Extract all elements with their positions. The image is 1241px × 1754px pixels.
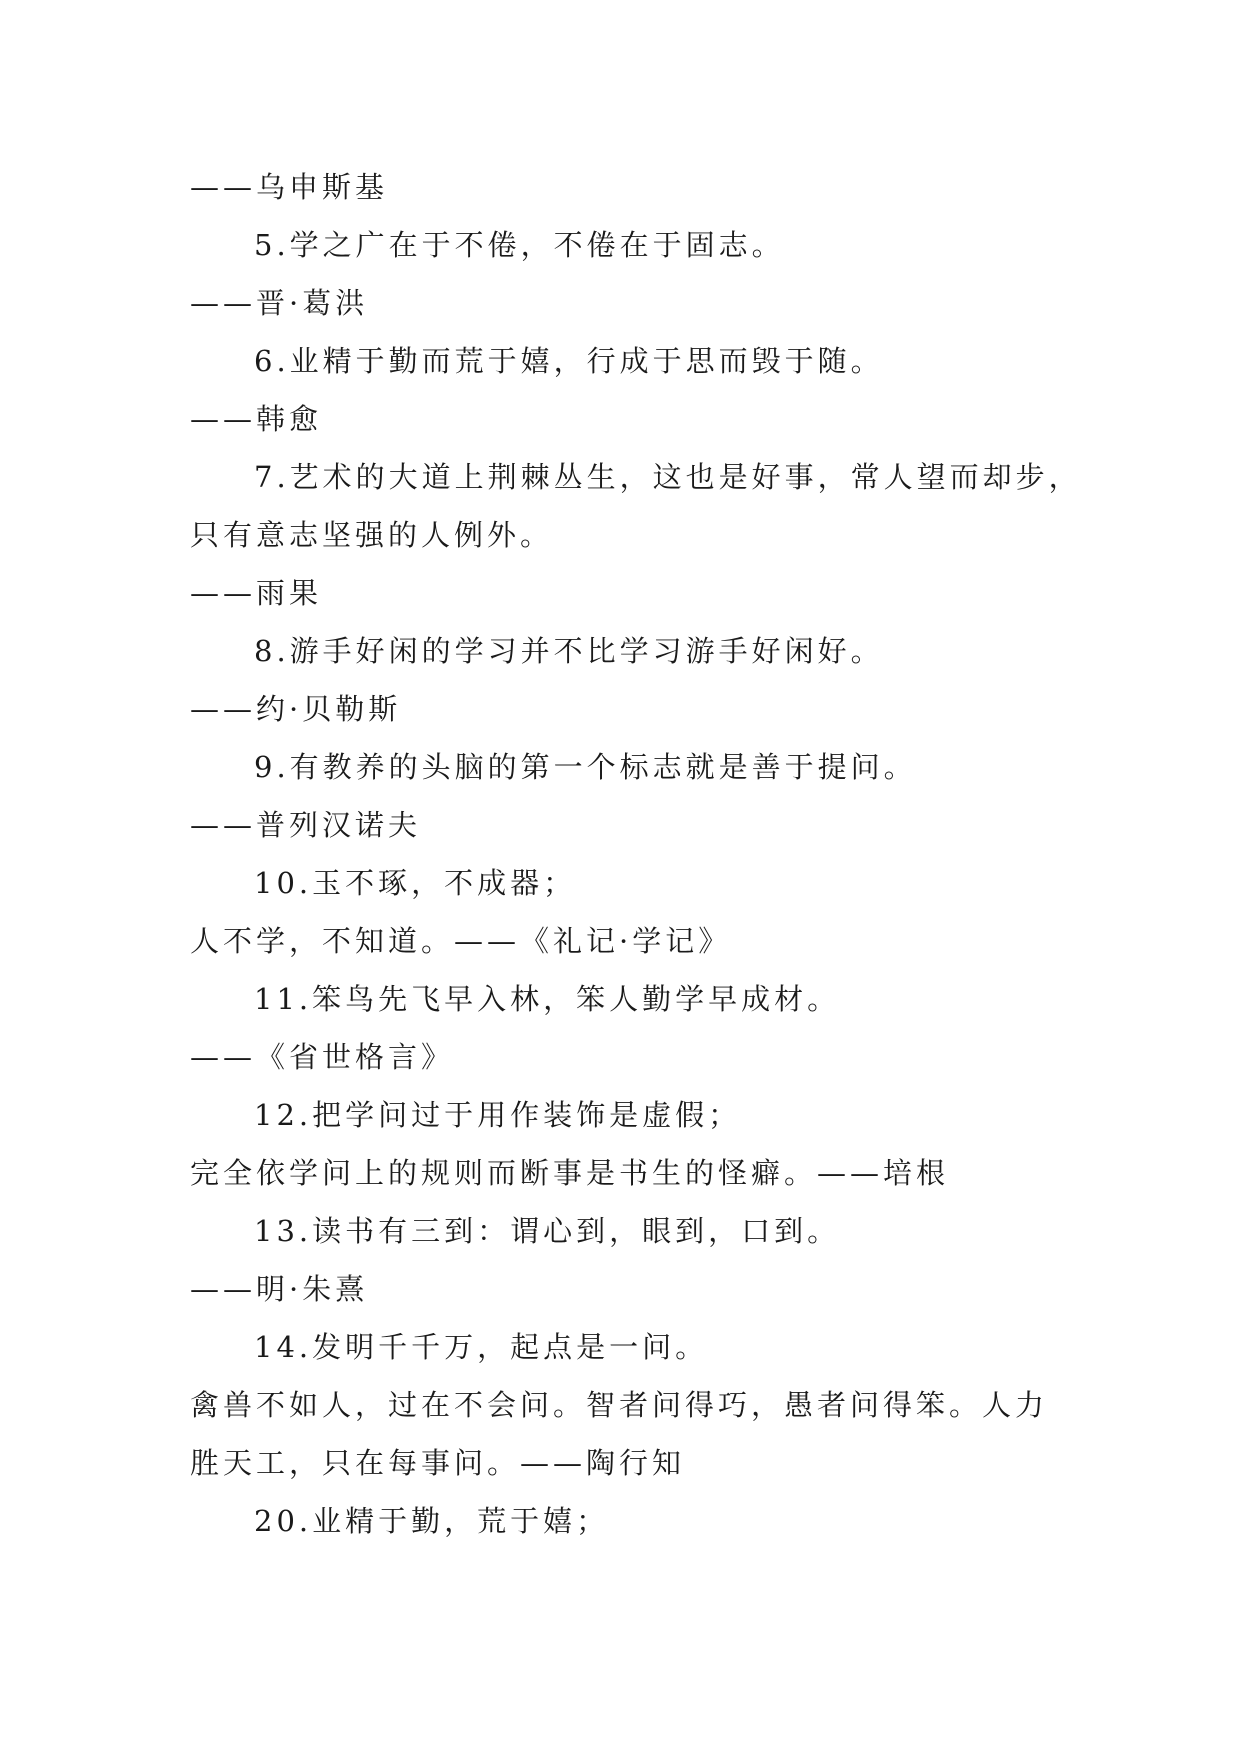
quote-continuation-line: 禽兽不如人，过在不会问。智者问得巧，愚者问得笨。人力	[190, 1388, 1049, 1422]
quote-line: 9.有教养的头脑的第一个标志就是善于提问。	[254, 750, 917, 784]
text-line: ——乌申斯基	[190, 170, 389, 204]
quote-continuation-line: 人不学，不知道。——《礼记·学记》	[190, 924, 732, 958]
attribution-line: ——明·朱熹	[190, 1272, 369, 1306]
quote-line: 12.把学问过于用作装饰是虚假；	[254, 1098, 742, 1132]
attribution-line: ——韩愈	[190, 402, 323, 436]
attribution-line: ——约·贝勒斯	[190, 692, 402, 726]
quote-line: 20.业精于勤，荒于嬉；	[254, 1504, 610, 1538]
attribution-line: ——雨果	[190, 576, 323, 610]
quote-continuation-line: 胜天工，只在每事问。——陶行知	[190, 1446, 686, 1480]
quote-line: 5.学之广在于不倦，不倦在于固志。	[254, 228, 785, 262]
quote-continuation-line: 完全依学问上的规则而断事是书生的怪癖。——培根	[190, 1156, 950, 1190]
quote-continuation-line: 只有意志坚强的人例外。	[190, 518, 554, 552]
quote-line: 10.玉不琢，不成器；	[254, 866, 577, 900]
document-body	[190, 158, 1082, 1550]
attribution-line: ——晋·葛洪	[190, 286, 369, 320]
quote-line: 11.笨鸟先飞早入林，笨人勤学早成材。	[254, 982, 841, 1016]
quote-line: 13.读书有三到：谓心到，眼到，口到。	[254, 1214, 841, 1248]
quote-line: 6.业精于勤而荒于嬉，行成于思而毁于随。	[254, 344, 884, 378]
attribution-line: ——普列汉诺夫	[190, 808, 422, 842]
quote-line: 7.艺术的大道上荆棘丛生，这也是好事，常人望而却步，	[254, 460, 1082, 494]
attribution-line: ——《省世格言》	[190, 1040, 455, 1074]
quote-line: 14.发明千千万，起点是一问。	[254, 1330, 709, 1364]
quote-line: 8.游手好闲的学习并不比学习游手好闲好。	[254, 634, 884, 668]
